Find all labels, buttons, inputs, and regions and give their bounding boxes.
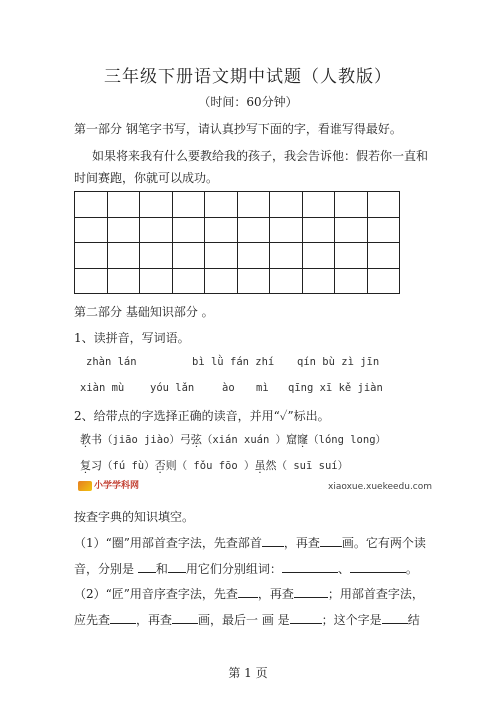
grid-cell[interactable] <box>107 217 140 243</box>
grid-cell[interactable] <box>75 192 108 218</box>
writing-grid <box>74 191 400 294</box>
pinyin-item: xiàn mù <box>80 382 125 394</box>
answer-blank[interactable] <box>172 612 198 624</box>
answer-blank[interactable] <box>320 535 342 547</box>
grid-cell[interactable] <box>140 268 173 294</box>
pinyin-item: bì lǜ <box>192 356 224 368</box>
word-char: 则 <box>165 459 177 472</box>
grid-cell[interactable] <box>237 217 270 243</box>
answer-blank[interactable] <box>262 535 284 547</box>
pinyin-item: fán zhí <box>230 356 275 368</box>
passage-line-2: 时间赛跑，你就可以成功。 <box>74 171 219 185</box>
reading-options[interactable]: （fú fù） <box>102 460 155 472</box>
word-char: 弓 <box>179 433 191 446</box>
reading-options[interactable]: （ suī suí） <box>276 460 349 472</box>
grid-cell[interactable] <box>140 217 173 243</box>
dotted-char: 弦 <box>190 433 202 446</box>
watermark-logo <box>78 478 139 491</box>
pinyin-item: qín bù zì jīn <box>297 356 380 368</box>
grid-cell[interactable] <box>270 243 303 269</box>
grid-cell[interactable] <box>205 268 238 294</box>
page-title: 三年级下册语文期中试题（人教版） <box>104 67 392 87</box>
answer-blank[interactable] <box>238 586 258 598</box>
answer-blank[interactable] <box>294 586 328 598</box>
grid-cell[interactable] <box>270 192 303 218</box>
grid-cell[interactable] <box>335 268 368 294</box>
pinyin-item: qīng xī kě jiàn <box>288 382 383 394</box>
grid-cell[interactable] <box>237 192 270 218</box>
grid-cell[interactable] <box>205 243 238 269</box>
question-1: 1、读拼音，写词语。 <box>74 331 190 345</box>
dotted-char: 否 <box>154 459 166 472</box>
answer-blank[interactable] <box>138 561 156 573</box>
grid-cell[interactable] <box>237 268 270 294</box>
grid-cell[interactable] <box>367 268 400 294</box>
q3-1-line-1: （1）“圈”用部首查字法，先查部首 ，再查 画。它有两个读 <box>74 536 426 550</box>
question-2: 2、给带点的字选择正确的读音，并用“✓”标出。 <box>74 409 330 423</box>
grid-cell[interactable] <box>270 268 303 294</box>
grid-cell[interactable] <box>107 243 140 269</box>
dotted-char: 教 <box>80 433 91 446</box>
word-char: 窟 <box>286 433 298 446</box>
watermark-site: xiaoxue.xuekeedu.com <box>328 482 433 492</box>
grid-cell[interactable] <box>302 192 335 218</box>
grid-cell[interactable] <box>335 192 368 218</box>
pinyin-item: yóu lǎn <box>150 382 195 394</box>
grid-cell[interactable] <box>302 268 335 294</box>
word-char: 书 <box>91 433 102 446</box>
grid-cell[interactable] <box>107 192 140 218</box>
logo-text: 小学学科网 <box>94 481 140 491</box>
grid-cell[interactable] <box>75 268 108 294</box>
pinyin-item: ào <box>222 382 235 394</box>
grid-cell[interactable] <box>367 217 400 243</box>
reading-options[interactable]: （lóng long） <box>308 434 387 446</box>
grid-cell[interactable] <box>140 243 173 269</box>
grid-cell[interactable] <box>335 243 368 269</box>
grid-cell[interactable] <box>270 217 303 243</box>
grid-cell[interactable] <box>172 217 205 243</box>
grid-cell[interactable] <box>172 243 205 269</box>
answer-blank[interactable] <box>290 612 322 624</box>
q3-1-line-2: 音，分别是 和 用它们分别组词： 、 。 <box>74 562 418 576</box>
grid-cell[interactable] <box>75 217 108 243</box>
answer-blank[interactable] <box>350 561 406 573</box>
time-note: （时间：60分钟） <box>198 95 298 109</box>
q2-row-1 <box>80 431 386 447</box>
dotted-char: 虽 <box>254 459 266 472</box>
reading-options[interactable]: （jiāo jiào） <box>102 434 180 446</box>
answer-blank[interactable] <box>282 561 338 573</box>
grid-cell[interactable] <box>367 243 400 269</box>
part1-heading: 第一部分 钢笔字书写，请认真抄写下面的字，看谁写得最好。 <box>74 122 402 136</box>
grid-cell[interactable] <box>75 243 108 269</box>
grid-cell[interactable] <box>140 192 173 218</box>
grid-cell[interactable] <box>205 217 238 243</box>
grid-cell[interactable] <box>335 217 368 243</box>
grid-cell[interactable] <box>237 243 270 269</box>
q3-2-line-1: （2）“匠”用音序查字法，先查 ，再查 ；用部首查字法， <box>74 587 424 601</box>
reading-options[interactable]: （xián xuán ） <box>201 434 287 446</box>
grid-cell[interactable] <box>367 192 400 218</box>
part2-heading: 第二部分 基础知识部分 。 <box>74 305 214 319</box>
answer-blank[interactable] <box>382 612 408 624</box>
grid-cell[interactable] <box>172 268 205 294</box>
word-char: 然 <box>265 459 277 472</box>
pinyin-item: mì <box>256 382 269 394</box>
q2-row-2 <box>80 457 348 473</box>
grid-cell[interactable] <box>205 192 238 218</box>
answer-blank[interactable] <box>168 561 186 573</box>
grid-cell[interactable] <box>172 192 205 218</box>
reading-options[interactable]: （ fǒu fōo ） <box>176 460 255 472</box>
grid-cell[interactable] <box>302 243 335 269</box>
dotted-char: 复 <box>80 459 91 472</box>
grid-cell[interactable] <box>107 268 140 294</box>
passage-line-1: 如果将来我有什么要教给我的孩子，我会告诉他：假若你一直和 <box>92 149 429 163</box>
q3-2-line-2: 应先查 ，再查 画，最后一 画 是 ；这个字是 结 <box>74 613 420 627</box>
dotted-char: 窿 <box>297 433 309 446</box>
word-char: 习 <box>91 459 102 472</box>
question-3: 按查字典的知识填空。 <box>74 510 195 524</box>
page-number: 第 1 页 <box>228 666 268 680</box>
logo-icon <box>78 481 92 491</box>
answer-blank[interactable] <box>110 612 136 624</box>
grid-cell[interactable] <box>302 217 335 243</box>
pinyin-item: zhàn lán <box>86 356 137 368</box>
